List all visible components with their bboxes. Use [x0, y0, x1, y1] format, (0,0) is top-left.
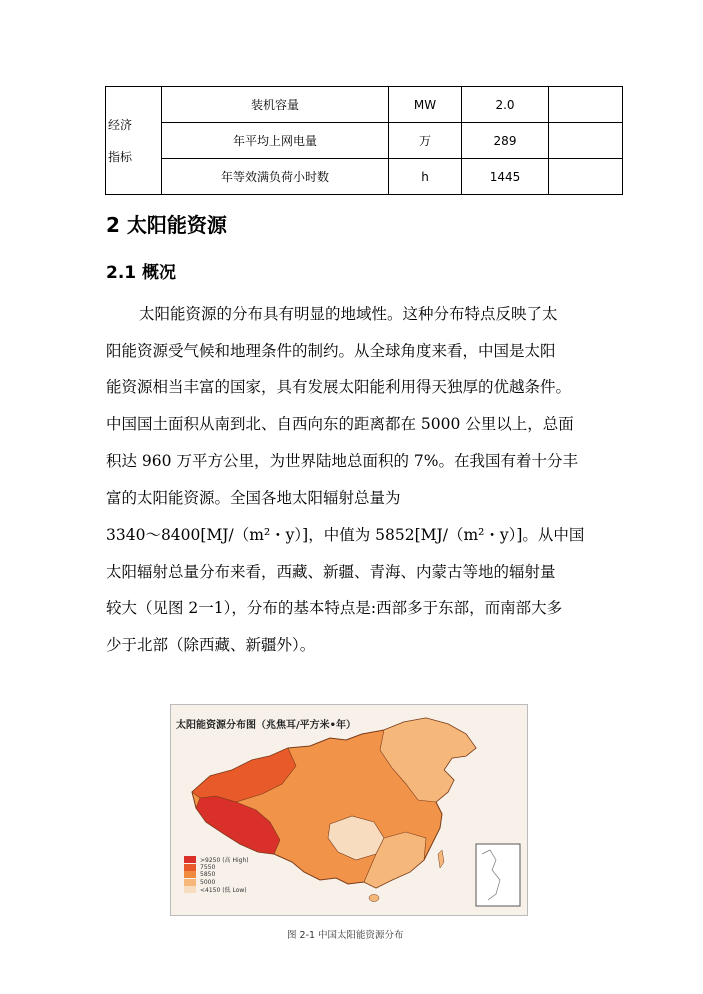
- legend-swatch: [184, 886, 196, 893]
- item-cell: 装机容量: [162, 87, 389, 123]
- map-legend: [184, 856, 249, 894]
- legend-item: [184, 856, 249, 864]
- legend-swatch: [184, 871, 196, 878]
- table-row: [106, 159, 623, 195]
- group-label-cell: [106, 87, 162, 195]
- paragraph-line: 少于北部（除西藏、新疆外）。: [106, 636, 316, 654]
- legend-swatch: [184, 856, 196, 863]
- paragraph-line: 富的太阳能资源。全国各地太阳辐射总量为: [106, 489, 401, 507]
- note-cell: [549, 123, 623, 159]
- legend-swatch: [184, 879, 196, 886]
- value-cell: 1445: [462, 159, 549, 195]
- paragraph-line: 中国国土面积从南到北、自西向东的距离都在 5000 公里以上，总面: [106, 415, 574, 433]
- paragraph-line: 能资源相当丰富的国家，具有发展太阳能利用得天独厚的优越条件。: [106, 378, 572, 396]
- legend-swatch: [184, 864, 196, 871]
- table-row: [106, 123, 623, 159]
- solar-resource-map-figure: [170, 704, 528, 916]
- economic-indicators-table: [105, 86, 623, 195]
- item-cell: 年等效满负荷小时数: [162, 159, 389, 195]
- legend-label: 7550: [200, 863, 216, 871]
- legend-item: [184, 886, 249, 894]
- legend-label: <4150 (低 Low): [200, 887, 247, 895]
- legend-item: [184, 864, 249, 872]
- group-label-line1: 经济: [108, 117, 133, 132]
- paragraph-line: 阳能资源受气候和地理条件的制约。从全球角度来看，中国是太阳: [106, 342, 556, 360]
- note-cell: [549, 159, 623, 195]
- item-cell: 年平均上网电量: [162, 123, 389, 159]
- paragraph-line: 积达 960 万平方公里，为世界陆地总面积的 7%。在我国有着十分丰: [106, 452, 578, 470]
- section-heading: 2 太阳能资源: [106, 213, 227, 237]
- legend-label: 5850: [200, 871, 216, 879]
- figure-caption: 图 2-1 中国太阳能资源分布: [287, 930, 404, 941]
- legend-label: 5000: [200, 878, 216, 886]
- table-row: [106, 87, 623, 123]
- paragraph-line: 3340～8400[MJ/（m²・y）]，中值为 5852[MJ/（m²・y）]。从中国: [106, 526, 585, 544]
- paragraph-line: 较大（见图 2一1），分布的基本特点是:西部多于东部，而南部大多: [106, 599, 563, 617]
- value-cell: 2.0: [462, 87, 549, 123]
- value-cell: 289: [462, 123, 549, 159]
- note-cell: [549, 87, 623, 123]
- map-title: 太阳能资源分布图（兆焦耳/平方米•年）: [176, 720, 357, 731]
- paragraph-line: 太阳辐射总量分布来看，西藏、新疆、青海、内蒙古等地的辐射量: [106, 563, 556, 581]
- subsection-heading: 2.1 概况: [106, 263, 177, 283]
- legend-item: [184, 871, 249, 879]
- unit-cell: MW: [389, 87, 462, 123]
- unit-cell: 万: [389, 123, 462, 159]
- group-label-line2: 指标: [108, 149, 133, 164]
- unit-cell: h: [389, 159, 462, 195]
- paragraph-line: 太阳能资源的分布具有明显的地域性。这种分布特点反映了太: [139, 305, 558, 323]
- legend-label: >9250 (高 High): [200, 857, 249, 865]
